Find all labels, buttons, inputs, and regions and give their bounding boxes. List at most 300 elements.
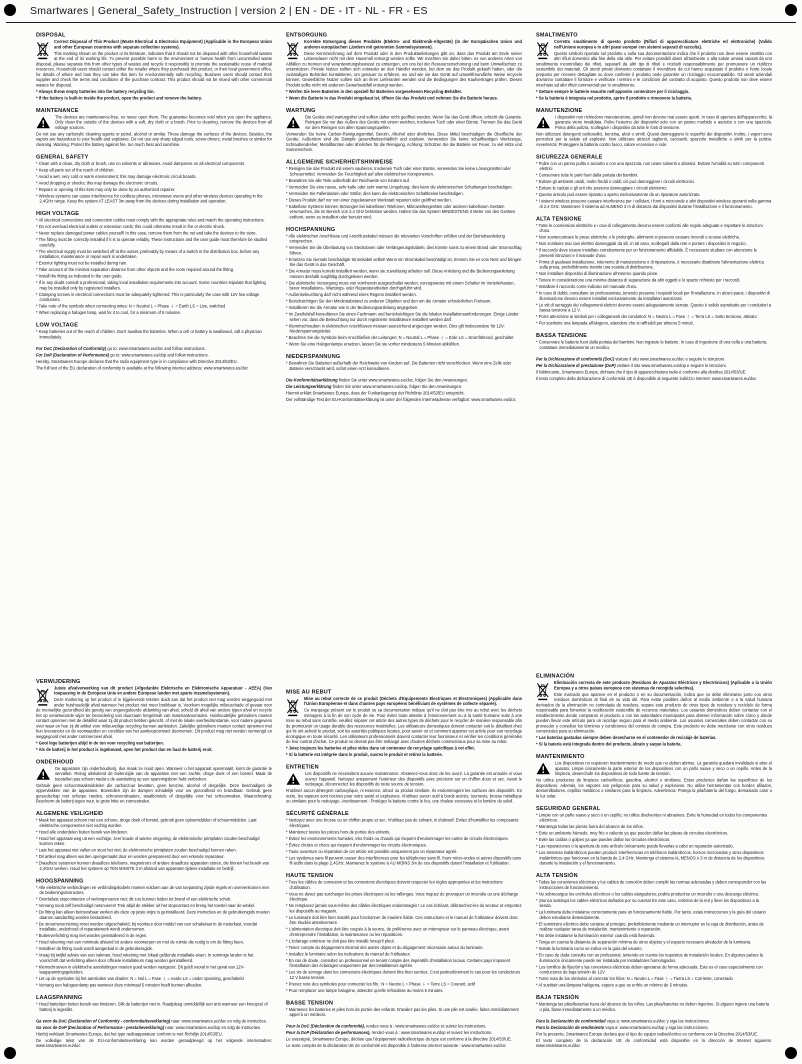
bullet-item: * Mantenga todas las piezas fuera del alcance de los niños. [536,824,644,829]
section-body [536,161,772,211]
paragraph: Hiermit erklärt Smartwares Europe, dass der Funkanlagentyp der Richtlinie 2014/53/EU entspricht. [286,390,465,396]
bullet-item: * En cas de doute, consultez un professionnel en tenant compte des impératifs d'installation locaux. Certains pays imposent l'installation des éclairages uniquement par des installateurs agréés. [286,958,511,968]
bullet-item: * Si la batería está integrada dentro del producto, ábralo y saque la batería. [536,742,682,747]
language-block-es [536,673,772,1055]
section-title: VERWIJDERING [36,678,81,685]
section-title: WARTUNG [286,107,316,114]
section-declarations [536,1019,772,1050]
bullet-item: * Avoid dropping or shocks; this may damage the electronic circuits. [36,180,159,186]
section-mise-au-rebut [286,689,522,759]
section-body [286,1024,522,1050]
paragraph: El texto completo de la declaración UE de conformidad está disponible en la dirección de Internet siguiente: www.smartwares.eu/doc [536,1038,772,1048]
section-body [36,330,272,342]
bullet-item: * Houd het apparaat weg uit een vochtige, zeer koude of warme omgeving; de elektronische printplaten zouden beschadigd kunnen raken. [36,836,260,846]
section-laagspanning [36,995,272,1014]
bullet-item: * Bewahren Sie Batterien außerhalb der Reichweite von Kindern auf. Die Batterien nicht verschlucken. Wenn eine Zelle oder Batterie verschluckt wird, sofort einen Arzt konsultieren. [286,361,512,371]
section-title: ALTA TENSIÓN [536,872,578,879]
section-maintenance [36,107,272,149]
paragraph: For DoP (Declaration of Performance) go to: www.smartwares.eu/dop and follow instructions. [36,352,209,358]
bullet-item: * Evitare gli ambienti umidi, molto freddi o caldi; ciò può danneggiare i circuiti elettronici. [536,179,695,184]
paragraph: Non utilizzare detergenti carbossilici, benzina, alcol o simili. Questi danneggiano le superfici dei dispositivi. Inoltre, i vapori sono pericolosi per la salute ed esplosivi. Non utilizzare attrezzi taglienti, cacciaviti, spazzole metalliche o simili per la pulizia. Avvertenza: Proteggere la batteria contro fuoco, calore eccessivo e sole. [536,131,772,147]
section-body [286,772,522,806]
bullet-item: * Exterior lighting must not be installed during rain. [36,261,128,266]
section-bassa-tensione [536,333,772,352]
bullet-item: * Always throw empty batteries into the battery recycling bin. [36,89,155,94]
bullet-item: * Maak het apparaat schoon met een schone, droge doek of borstel, gebruik geen oplosmiddelen of schuurmiddelen. Laat elektrische componenten niet vochtig worden. [36,818,257,828]
section-body [286,378,522,404]
paragraph: Les dispositifs ne nécessitent aucune maintenance. Abstenez-vous donc de les ouvrir. La garantie est annulée si vous ouvrez l'appareil. Nettoyez uniquement l'extérieur des dispositifs avec précision sur un chiffon doux et sec. Avant le nettoyage, déconnectez les dispositifs de toute source de tension. [305,771,522,787]
header-divider [6,22,796,23]
bullet-item: * Houd alle onderdelen buiten bereik van kinderen. [36,829,128,835]
section-title: ENTRETIEN [286,764,319,770]
section-body [536,340,772,352]
weee-bin-icon [286,41,300,61]
bullet-item: * Las reparaciones o la apertura de este artículo únicamente puede llevarlas a cabo un reparador autorizado. [536,844,734,849]
paragraph: Ga voor de DoC (Declaration of Conformity - conformiteitsverklaring) naar: www.smartwares.eu/doc en volg de instructies. [36,1018,267,1024]
paragraph: Die Konformitätserklärung finden Sie unter www.smartwares.eu/doc, folgen Sie den Anweisungen. [286,377,469,383]
section-body [536,1019,772,1050]
column-2 [286,32,522,1055]
bullet-item: * Évitez chutes et chocs qui risquent d'endommager les circuits électroniques. [286,842,427,848]
bullet-item: * Ersetzen Sie niemals beschädigte Stromkabel selbst! Wenn ein Stromkabel beschädigt ist, trennen Sie es vom Netz und bringen Sie das Gerät in das Geschäft. [286,257,522,267]
bullet-item: * Take note of the symbols when connecting wires: N = Neutral L = Phase ⏚ = Earth LS = Live, switched [36,304,226,309]
bullet-item: * Die elektrische Versorgung muss von vornherein ausgeschaltet werden, vorzugsweise mit einem Schalter im Verteilerkasten, bevor Installations-, Wartungs- oder Reparaturarbeiten durchgeführt wird. [286,280,515,291]
paragraph: Per la Dichiarazione di prestazione (DoP) visitare il sito www.smartwares.eu/dop e seguire le istruzioni. [536,363,727,368]
bullet-item: * Vous ne devez pas surcharger les prises électriques ou les rallonges. Vous risquez de provoquer un incendie ou une décharge électrique. [286,891,519,902]
paragraph: De apparaten zijn onderhoudsvrij, dus maak ze nooit open. Wanneer u het apparaat openmaakt, komt de garantie te vervallen. Reinig uitsluitend de buitenzijde van de apparaten met een zachte, droge doek of een borstel. Maak de toestellen pas schoon nadat u de aansluiting op een spanningsbron hebt verbroken. [55,766,272,782]
bullet-item: * Bewahren Sie alle Teile außerhalb der Reichweite von Kindern auf. [286,178,410,183]
bullet-item: * Keep all parts out of the reach of children. [36,167,115,173]
section-alta-tensione [536,216,772,328]
bullet-item: * Tenga en cuenta la distancia de separación mínima de otros objetos y el espacio necesario alrededor de la luminaria. [536,940,752,945]
section-body [36,818,272,873]
bullet-item: * Clamping screws in electrical connections must be adequately tightened. This is particularly the case with 12V low voltage conductors. [36,292,260,302]
paragraph: Questo simbolo riportato sul prodotto o sulla sua documentazione indica che il prodotto non deve essere smaltito con altri rifiuti domestici alla fine della vita utile. Per evitare possibili danni all'ambiente o alla salute umana causati da uno smaltimento incontrollato dei rifiuti, separarli da altri tipi di rifiuti e riciclarli responsabilmente per promuovere un riutilizzo sostenibile dei materiali. Gli utenti privati dovranno contattare il rivenditore da cui hanno acquistato il prodotto o l'ente locale preposto per ricevere dettagliate su dove conferire il prodotto onde garantire un riciclaggio ecocompatibile. Gli utenti aziendali dovranno contattare il fornitore e verificare i termini e le condizioni del contratto di acquisto. Questo prodotto non deve essere mischiato ad altri rifiuti commerciali per lo smaltimento. [536,51,772,88]
bullet-item: * Toute ouverture ou réparation de cet article est possible uniquement par un réparateur agréé. [286,849,458,854]
bullet-item: * Reinigen Sie das Produkt mit einem sauberen, trockenen Tuch oder einer Bürste, verwenden Sie keine Lösungsmittel oder Scheuermittel. Vermeiden Sie Feuchtigkeit auf allen elektrischen Komponenten. [286,166,511,177]
section-verwijdering [36,678,272,754]
page-header [30,5,428,17]
bullet-item: * Conservare tutte le parti fuori dalla portata dei bambini. [536,173,639,178]
lead-text: Ga voor de DoP (Declaration of Performance - prestatieverklaring) [36,1025,165,1030]
paragraph: Por la presente, Smartwares Europe declara que el tipo de equipo radioeléctrico es conforme con la Directiva 2014/53/UE. [536,1031,759,1037]
section-body [536,813,772,868]
lead-text: Ga voor de DoC (Declaration of Conformity - conformiteitsverklaring) [36,1018,171,1024]
section-title: ALTA TENSIONE [536,215,582,222]
bullet-item: * Jetez toujours les batteries et piles vides dans un conteneur de recyclage spécifique à cet effet. [286,746,475,751]
bullet-item: * Si la batterie est intégrée dans le produit, ouvrez le produit et retirez la batterie. [286,752,443,757]
section-title: SICUREZZA GENERALE [536,153,603,160]
bullet-item: * Gooi lege batterijen altijd in de ton voor recycling van batterijen. [36,740,164,746]
section-body [286,1007,522,1019]
paragraph: Deze markering op het product of in bijgeleverde teksten duidt aan dat het product niet mag worden weggegooid met ander huishoudelijk afval wanneer het product niet meer bruikbaar is. Voorkom mogelijke milieuschade of gevaar voor de menselijke gezondheid als gevolg van ongereguleerde afdanking van afval, scheid dit afval van andere typen afval en recycle het op verantwoorde wijze ter bevordering van duurzaam hergebruik van materiaalvoorraden. Huishoudelijke gebruikers moeten contact opnemen met de detaillist waar zij dit product hebben gekocht, of met de lokale overheidsinstantie, voor nadere gegevens over waar en hoe zij dit artikel voor milieuveilige recycling kunnen aanbieden. Zakelijke gebruikers moeten contact opnemen met hun leverancier en de voorwaarden en condities van het aankoopcontract doornemen. Dit product mag niet worden vermengd en weggegooid met ander commercieel afval. [36,697,272,739]
paragraph: Corretto smaltimento di questo prodotto (Rifiuti di apparecchiature elettriche ed elettroniche) (Valido nell'Unione europea e in altri paesi europei con sistemi separati di raccolta). [554,39,772,50]
bullet-item: * Los sistemas inalámbricos pueden producir interferencias en teléfonos inalámbricos, hornos microondas y otros dispositivos inalámbricos que funcionen en la banda de 2,4 GHz. Mantenga el sistema AL MENOS A 3 m de distancia de los dispositivos durante la instalación y el funcionamiento. [536,850,765,866]
paragraph: N'utilisez aucun détergent carboxylique, ni essence, alcool ou produit similaire. Ils endommagent les surfaces des dispositifs. En outre, les vapeurs sont nocives pour votre santé et explosives. N'utilisez aucun outil à bords acérés, tournevis, brosse métallique ou similaire pour le nettoyage. Avertissement : Protégez la batterie contre le feu, une chaleur excessive et la lumière du soleil. [286,788,522,804]
paragraph: Hereby, Smartwares Europe declares that the radio equipment type is in compliance with Directive 2014/53/EU. [36,359,238,364]
paragraph: Este marcado que aparece en el producto o en su documentación, indica que no debe eliminarse junto con otros residuos domésticos al final de su vida útil. Para evitar posibles daños al medio ambiente o a la salud humana derivados de la eliminación no controlada de residuos, separe este producto de otros tipos de residuos y recíclelo de forma responsable para fomentar la reutilización sostenible de recursos materiales. Los usuarios domésticos deben contactar con el establecimiento donde compraron el producto o con las autoridades municipales para obtener información sobre cómo y dónde pueden llevar este artículo para un reciclaje seguro para el medio ambiente. Los usuarios comerciales deben contactar con su proveedor y consultar los términos y condiciones del contrato de compra. Este producto no debe mezclarse con otros residuos comerciales para su eliminación. [536,692,772,734]
section-title: LAAGSPANNING [36,994,83,1001]
paragraph: Per la Dichiarazione di conformità (DoC) visitare il sito www.smartwares.eu/doc e seguire le istruzioni. [536,356,726,362]
section-title: BAJA TENSIÓN [536,994,579,1001]
paragraph: No utilice productos de limpieza carboxílicos, gasolina, alcohol o similares. Estos productos dañan las superficies de los dispositivos. Además, los vapores son peligrosos para su salud y explosivos. No utilice herramientas con bordes afilados, destornilladores, cepillos metálicos o similares para la limpieza. Advertencia: Proteja la pila/batería del fuego, demasiado calor o la luz solar. [536,778,772,799]
paragraph: Para la Declaración de conformidad vaya a: www.smartwares.eu/doc y siga las instrucciones. [536,1018,710,1024]
bullet-item: * If in any doubt consult a professional, taking local installation requirements into account. Some countries stipulate that lighting may be installed only by registered installers. [36,280,266,291]
bullet-item: * Le viti di serraggio dei collegamenti elettrici devono essere adeguatamente serrate. Questo è valido soprattutto per i conduttori a bassa tensione a 12 V. [536,302,772,313]
paragraph: This marking shown on the product or its literature, indicates that it should not be disposed with other household wastes at the end of its working life. To prevent possible harm to the environment or human health from uncontrolled waste disposal, please separate this from other types of wastes and recycle it responsibly to promote the sustainable reuse of material resources. Household users should contact either the retailer where they purchased this product, or their local government office, for details of where and how they can take this item for environmentally safe recycling. Business users should contact their supplier and check the terms and conditions of the purchase contract. This product should not be mixed with other commercial wastes for disposal. [36,51,272,88]
section-title: BASSE TENSION [286,999,334,1006]
section-title: NIEDERSPANNUNG [286,353,341,360]
section-title: HOOGSPANNING [36,877,84,884]
bullet-item: * Prima di qualsiasi installazione, intervento di manutenzione o di riparazione, è necessario disattivare l'alimentazione elettrica sulla presa, preferibilmente tramite una scatola di distribuzione. [536,259,764,270]
language-block-en [36,32,272,377]
language-block-fr [286,689,522,1055]
paragraph: Correct Disposal of This Product (Waste Electrical & Electronic Equipment) (Applicable in the European Union and other European countries with separate collection systems). [54,39,272,50]
bullet-item: * The fitting must be correctly installed if it is to operate reliably. These instructions and the user guide must therefore be studied carefully. [36,237,267,248]
section-body [286,234,522,349]
bullet-item: * Le luminaire doit être bien installé pour fonctionner de manière fiable. Ces instructions et le manuel de l'utilisateur doivent donc être étudiés attentivement. [286,915,519,925]
bullet-item: * Draadloze systemen kunnen draadloze telefoons, magnetrons of andere draadloze apparaten storen, die binnen het bereik van 2,4GHz werken. Houd het systeem op TEN MINSTE 3 m afstand van apparaten tijdens installatie en bedrijf. [36,861,270,871]
bullet-item: * Non sostituire mai cavi elettrici danneggiati da sili. In tal caso, scollegarli dalla rete e portare i dispositivi in negozio. [536,241,747,246]
bullet-item: * Wenn Sie eine Halogenlampe ersetzen, lassen Sie sie vorher mindestens 5 Minuten abkühlen. [286,342,461,347]
paragraph: Verwenden Sie keine Carbon-Reinigungsmittel, Benzin, Alkohol oder ähnliches. Diese Mittel beschädigen die Oberfläche der Geräte. Außerdem sind die Dämpfe gesundheitsschädlich und explosiv. Verwenden Sie keine scharfkantigen Werkzeuge, Schraubendreher, Metallbürsten oder ähnliches für die Reinigung. Achtung: Schützen Sie die Batterie vor Feuer, zu viel Hitze und Sonnenschein. [286,131,522,152]
language-block-de [286,32,522,409]
bullet-item: * Do not overload electrical outlets or extension cords; this could otherwise result in fire or electric shock. [36,224,226,229]
bullet-item: * Porre attenzione ai simboli per i collegamenti dei conduttori: N = Neutro L = Fase ⏚ = Terra LS = Sotto tensione, attivato [536,314,757,319]
paragraph: Diese Kennzeichnung auf dem Produkt oder in den Produktanleitungen gibt an, dass das Produkt am Ende seiner Lebensdauer nicht mit dem Hausmüll entsorgt werden sollte. Wir möchten Sie daher bitten, es von anderen Arten von Abfällen zu trennen und verantwortungsbewusst zu entsorgen, um uns bei der Ressourcenschonung und beim Umweltschutz zu unterstützen. Private Nutzer sollten sich entweder an den Händler wenden, bei dem sie das Produkt gekauft haben, oder die zuständigen Behörden kontaktieren, um genauer zu erfahren, wo und wie sie das Gerät auf umweltfreundliche Weise recyceln können. Gewerbliche Nutzer sollten sich an ihren Lieferanten wenden und die Bedingungen des Kaufvertrages prüfen. Dieses Produkt sollte nicht mit anderem Gewerbeabfall entsorgt werden. [286,51,522,88]
weee-bin-icon [536,41,550,61]
lead-text: Per la Dichiarazione di prestazione (DoP) [536,363,616,368]
bullet-item: * La luminaria debe instalarse correctamente para un funcionamiento fiable. Por tanto, estas instrucciones y la guía del usuario deben estudiarse detenidamente. [536,910,766,920]
paragraph: Il fabbricante, Smartwares Europe, dichiara che il tipo di apparecchiatura radio è conforme alla direttiva 2014/53/UE. [536,369,747,375]
section-title: ELIMINACIÓN [536,673,575,679]
section-body [36,115,272,149]
section-eliminaci-n [536,673,772,749]
bullet-item: * Keep batteries out of the reach of children. Don't swallow the batteries. When a cell or battery is swallowed, call a physician immediately. [36,329,262,340]
section-entsorgung [286,32,522,102]
bullet-item: * When replacing a halogen lamp, wait for it to cool, for a minimum of 5 minutes. [36,310,181,315]
section-sicurezza-generale [536,154,772,211]
bullet-item: * El suministro eléctrico debe cortarse al principio, preferiblemente mediante un interruptor en la caja de distribución, antes de realizar cualquier tarea de instalación, mantenimiento o reparación. [536,921,764,932]
bullet-item: * Maintenez les batteries et piles hors de portée des enfants. N'avalez pas les piles. Si une pile est avalée, faites immédiatement appel à un médecin. [286,1007,519,1017]
section-title: HIGH VOLTAGE [36,210,80,217]
section-basse-tension [286,1000,522,1019]
weee-bin-icon [36,41,50,61]
bullet-item: * Wireless systems can cause interference for cordless phones, microwave ovens and other wireless devices operating in the 2.4GHz range. Keep the system AT LEAST 3m away from the devices during installation and operation. [36,193,263,204]
section-onderhoud [36,759,272,806]
weee-bin-icon [286,697,300,717]
bullet-item: * Houd batterijen buiten bereik van kinderen. Slik de batterijen niet in. Raadpleeg onmiddellijk een arts wanneer een knoopcel of batterij is ingeslikt. [36,1002,268,1012]
section-body [536,761,772,800]
bullet-item: * Tenere in considerazione una minima distanza di separazione da altri oggetti e lo spazio richiesto per i raccordi. [536,278,741,283]
bullet-item: * Evitare le cadute e gli urti che possono danneggiare i circuiti elettronici. [536,186,668,191]
language-block-it [536,32,772,388]
bullet-item: * Vervang nooit zelf beschadigd netsnoeren! Trek altijd de stekker uit het stopcontact en breng het toestel naar de winkel. [36,903,256,908]
column-3 [536,32,772,1055]
bullet-item: * Non installare dispositivi di illuminazione all'esterno quando piove. [536,271,659,276]
lead-text: For DoP (Declaration of Performance) [36,352,110,358]
bullet-item: * Installieren Sie die Armatur wie in der Bedienungsanleitung angegeben. [286,305,419,310]
bullet-item: * Tome nota de los símbolos al conectar los hilos: N = Neutro L = Fase ⏚ = Tierra LS = Corriente, conectado [536,976,733,981]
weee-bin-icon [36,687,50,707]
bullet-item: * Se la batteria è integrata nel prodotto, aprire il prodotto e rimuovere la batteria. [536,95,693,101]
paragraph: Il testo completo della dichiarazione di conformità UE è disponibile al seguente indirizzo Internet: www.smartwares.eu/doc [536,376,757,381]
bullet-item: * Les vis de serrage dans les connexions électriques doivent être bien serrées. C'est particulièrement le cas pour les conducteurs 12 V basse tension. [286,970,521,980]
paragraph: Mise au rebut correcte de ce produit (Déchets d'Équipements Électriques et Électroniques) (Applicable dans l'Union Européenne et dans d'autres pays européens bénéficiant de systèmes de collecte séparée). [304,696,522,706]
bullet-item: * Tutte le connessioni elettriche e i cavi di collegamento devono essere conformi alle regole adeguate e rispettare le istruzioni d'uso. [536,223,763,233]
paragraph: Juiste afvalverwerking van dit product (Afgedankte Elektrische en Elektronische Apparatuur - AEEA) (Van toepassing in de Europese Unie en andere Europese landen met aparte inzamelsystemen). [54,685,272,696]
paragraph: Do not use any carboxylic cleaning agents or petrol, alcohol or similar. These damage the surfaces of the devices. Besides, the vapors are hazardous to your health and explosive. Do not use any sharp edged tools, screw drivers, metal brushes or similar for cleaning. Warning: Protect the battery against fire, too much heat and sunshine. [36,131,272,147]
section-title: MANTENIMIENTO [536,753,585,760]
bullet-item: * Las baterías gastadas siempre deben desecharse en el contenedor de reciclaje de baterías. [536,735,717,740]
paragraph: Ce marquage présent sur le produit ou sa documentation indique qu'il ne doit pas être mis au rebut avec les déchets ménagers à la fin de son cycle de vie. Pour éviter toute atteinte à l'environnement ou à la santé humaine suite à une mise au rebut sans contrôle, veuillez séparer cet article des autres types de déchets pour le recycler de manière responsable afin de promouvoir un usage durable des ressources matérielles. Les utilisateurs domestiques doivent contacter soit le détaillant chez qui ils ont acheté le produit, soit les autorités publiques locales, pour savoir où et comment apporter cet article pour son recyclage écologique en toute sécurité. Les utilisateurs professionnels doivent contacter leur fournisseur et vérifier les conditions générales de leur contrat d'achat. Ce produit ne devrait pas être mélangé avec d'autres déchets commerciaux pour sa mise au rebut. [286,708,522,744]
bullet-item: * Let op de symbolen bij het aansluiten van draden: N = Nul L = Fase ⏚ = Aarde LS = onder spanning, geschakeld [36,976,244,981]
section-general-safety [36,154,272,206]
section-title: SMALTIMENTO [536,32,578,38]
bullet-item: * Vermeiden Sie Fallenlassen oder Stöße; dies kann die elektronischen Schaltkreise beschädigen. [286,191,464,196]
bullet-item: * Evite un ambiente húmedo, muy frío o caliente ya que pueden dañar las placas de circuitos electrónicos. [536,831,729,836]
section-body [286,880,522,995]
weee-bin-icon [536,682,550,702]
warning-icon [286,116,301,129]
section-title: ALLGEMEINE SICHERHEITSHINWEISE [286,159,394,165]
bullet-item: * Houd rekening met een minimale afstand tot andere voorwerpen en met de ruimte die nodig is om de fitting heen. [36,940,244,945]
paragraph: Para la Declaración de rendimiento vaya a: www.smartwares.eu/dop y siga las instrucciones. [536,1025,709,1030]
bullet-item: * Tenez compte du dégagement minimal des autres objets et du dégagement nécessaire autour du luminaire. [286,945,484,950]
section-body [286,361,522,373]
bullet-item: * De stroomvoorziening moet worden uitgeschakeld, bij voorkeur door middel van een schakelaar in de meterkast, voordat installatie, onderhoud of reparatiewerk wordt ondernomen. [36,921,258,932]
section-title: BASSA TENSIONE [536,332,588,339]
section-niederspannung [286,354,522,373]
bullet-item: * I sistemi wireless possono causare interferenze per i cellulari, i forni a microonde e altri dispositivi wireless operanti nella gamma di 2,4 GHz. Mantenere il sistema ad ALMENO 3 m di distanza dai dispositivi durante l'installazione e il funzionamento. [536,199,772,209]
bullet-item: * Dit artikel mag alleen worden opengemaakt door en worden gerepareerd door een erkende reparateur. [36,854,225,859]
lead-text: Die Konformitätserklärung [286,377,338,383]
bullet-item: * De fitting kan alleen betrouwbaar werken als deze op juiste wijze is geinstalleerd. Deze instructies en de gebruikersgids moeten daarom aandachtig worden bestudeerd. [36,910,270,920]
bullet-item: * ¡Nunca sustituya los cables eléctricos dañados por su cuenta! En este caso, retírelos de la red y lleve los dispositivos a la tienda. [536,898,759,908]
bullet-item: * Non sovraccaricare le prese elettriche o le prolunghe, altrimenti si possono causare incendi o scosse elettriche. [536,235,741,240]
lead-text: For DoC (Declaration of Conformity) [36,346,107,351]
column-1 [36,32,272,1055]
warning-icon [36,116,51,129]
bullet-item: * Vermeiden Sie eine nasse, sehr kalte oder sehr warme Umgebung; dies kann die elektronischen Schaltungen beschädigen. [286,184,513,190]
section-body [36,161,272,205]
bullet-item: * Take account of the minimal separation distance from other objects and the room required around the fitting. [36,267,235,272]
bullet-item: * No debe instalarse la iluminación exterior cuando está lloviendo. [536,933,656,938]
bullet-item: * Vervang een halogeenlamp pas wanneer deze minimaal 5 minuten heeft kunnen afkoelen. [36,983,203,988]
section-body [286,167,522,222]
section-body [36,346,272,372]
section-title: ALGEMENE VEILIGHEID [36,810,104,817]
section-title: LOW VOLTAGE [36,322,79,328]
section-alta-tensi-n [536,873,772,990]
bullet-item: * Mantenga las pilas/baterías fuera del alcance de los niños. Las pilas/baterías no deben ingerirse. Si alguien ingiere una batería o pila, llame inmediatamente a un médico. [536,1002,770,1012]
bullet-item: * Limpie con un paño suave y seco o un cepillo; no utilice disolventes ni abrasivos. Evite la humedad en todos los componentes eléctricos. [536,812,768,823]
section-seguridad-general [536,805,772,867]
bullet-item: * Ne remplacez jamais vous-même des câbles électriques endommagés ! Le cas échéant, débranchez-les du secteur et emportez les dispositifs au magasin. [286,903,522,914]
section-title: MAINTENANCE [36,107,79,114]
paragraph: Hierbij verklaart Smartwares Europe, dat het type radioapparatuur conform is met Richtlijn 2014/53/EU. [36,1031,223,1037]
paragraph: Ga voor de DoP (Declaration of Performance - prestatieverklaring) naar: www.smartwares.eu/dop en volg de instructies. [36,1025,262,1030]
bullet-item: * Conservare le batterie fuori dalla portata dei bambini. Non ingoiare le batterie. In caso di ingestione di una cella o una batteria, contattare immediatamente un medico. [536,340,768,350]
section-title: ENTSORGUNG [286,32,328,38]
section-declarations [36,1019,272,1050]
bullet-item: * Les systèmes sans fil peuvent causer des interférences pour les téléphones sans fil, fours micro-ondes et autres dispositifs sans fil actifs dans la plage 2,4GHz. Maintenez le système à AU MOINS 3m de ces dispositifs durant l'installation et l'utilisation. [286,855,522,866]
paragraph: Korrekte Entsorgung dieses Produkts (Elektro- und Elektronik-Altgeräte) (In der Europäischen Union und anderen europäischen Ländern mit getrennten Sammelsystemen). [304,39,522,50]
bullet-item: * The electrical supply must be switched off at the outset, preferably by means of a switch in the distribution box, before any installation, maintenance or repair work is undertaken. [36,249,260,259]
paragraph: Der vollständige Text der EU-Konformitätserklärung ist unter der folgenden Internetadresse verfügbar: www.smartwares.eu/doc [286,397,516,402]
section-body [286,115,522,154]
paragraph: Pour la DoC (Déclaration de conformité), rendez-vous à : www.smartwares.eu/doc et suivez les instructions. [286,1024,487,1029]
section-low-voltage [36,322,272,341]
section-title: MISE AU REBUT [286,688,332,695]
bullet-item: * L'éclairage extérieur ne doit pas être installé lorsqu'il pleut. [286,938,395,944]
bullet-item: * Wenn die Batterie in das Produkt eingebaut ist, öffnen Sie das Produkt und nehmen Sie die Batterie heraus. [286,95,498,101]
bullet-item: * Avoid a wet, very cold or warm environment; this may damage electronic circuit boards. [36,174,197,179]
lead-text: Pour la DoP (Déclaration de performances), [286,1030,371,1035]
bullet-item: * Die Armatur muss korrekt installiert werden, wenn sie zuverlässig arbeiten soll. Diese Anleitung und die Bedienungsanleitung müssen deshalb sorgfältig durchgelesen werden. [286,269,515,279]
section-body [536,880,772,990]
bullet-item: * Vraag bij twijfel advies van een vakman, houd rekening met lokaal geldende installatie-eisen. In sommige landen is het voorschrift dat verlichting alleen door officiele installateurs mag worden geinstalleerd. [36,953,254,963]
section-hochspannung [286,226,522,348]
section-entretien [286,764,522,806]
bullet-item: * Prenez note des symboles pour connecter les fils : N = Neutre L = Phase ⏚ = Terre LS = Courant, actif [286,981,476,987]
bullet-item: * Klemschroeven in elektrische aansluitingen moeten goed worden vastgezet. Dit geldt vooral in het geval van 12V-laagspanningsgeleiders. [36,964,245,975]
bullet-item: * All electrical connections and connection cables must comply with the appropriate rules and match the operating instructions. [36,218,265,223]
bullet-item: * Nettoyez avec une brosse ou un chiffon propre et sec. N'utilisez pas de solvant, ni d'abrasif. Évitez d'humidifier les composants électriques. [286,818,519,828]
bullet-item: * En caso de duda consulte con un profesional, teniendo en cuenta los requisitos de instalación locales. En algunos países la iluminación únicamente puede ser instalada por instaladores homologados. [536,953,763,963]
bullet-item: * Never replace damaged power cables yourself! In this case, remove them from the net and take the devices to the store. [36,231,257,236]
section-body [36,766,272,805]
paragraph: Eliminación correcta de este producto (Residuos de Aparatos Eléctricos y Electrónicos) (Aplicable a la Unión Europea y a otros países europeos con sistemas de recogida selectiva). [554,680,772,691]
section-algemene-veiligheid [36,811,272,873]
section-body [536,40,772,103]
section-s-curit-g-n-rale [286,811,522,868]
bullet-item: * Maintenez toutes les pièces hors de portée des enfants. [286,829,391,835]
bullet-item: * No sobrecargue los enchufes eléctricos o los cables alargadores; podría producirse un incendio o una descarga eléctrica. [536,891,760,897]
section-manutenzione [536,107,772,149]
warning-icon [286,773,301,786]
warning-icon [536,116,551,129]
section-body [536,223,772,327]
section-haute-tension [286,873,522,995]
section-body [36,40,272,103]
paragraph: Gebruik geen schoonmaakmiddelen die carbonzuur bevatten, geen benzine, alcohol of dergelijke. Deze beschadigen de oppervlakken van de apparaten. Bovendien zijn de dampen schadelijk voor uw gezondheid en brandbaar. Gebruik geen gereedschap met scherpe randen, schroevendraaiers, staalborstels of dergelijke voor het schoonmaken. Waarschuwing: Bescherm de batterij tegen vuur, te grote hitte en zonnestralen. [36,783,272,804]
section-baja-tensi-n [536,995,772,1014]
section-allgemeine-sicherheitshinweise [286,159,522,221]
lead-text: Per la Dichiarazione di conformità (DoC) [536,356,615,362]
paragraph: Die Geräte sind wartungsfrei und sollten daher nicht geöffnet werden. Wenn Sie das Gerät öffnen, erlischt die Garantie. Reinigen Sie nur das Äußere des Geräts mit einem weichen, trockenen Tuch oder einer Bürste. Trennen Sie das Gerät vor dem Reinigen von allen Spannungsquellen. [305,114,522,130]
bullet-item: * Tous les câbles de connexion et les connexions électriques doivent respecter les règles appropriées et les instructions d'utilisation. [286,880,503,890]
section-title: SÉCURITÉ GÉNÉRALE [286,810,349,817]
bullet-item: * Clean with a clean, dry cloth or brush, use no solvents or abrasives. Avoid dampness on all electrical components. [36,161,246,166]
bullet-item: * Al sustituir una lámpara halógena, espere a que se enfríe un mínimo de 5 minutos. [536,983,689,988]
section-title: DISPOSAL [36,32,66,38]
bullet-item: * Dieses Produkt darf nur von einer zugelassenen Werkstatt repariert oder geöffnet werden. [286,197,452,203]
bullet-item: * Außenbeleuchtung darf nicht während eines Regens installiert werden. [286,292,417,297]
bullet-item: * In caso di dubbi, consultare un professionista, tenendo presente i requisiti locali per l'installazione. In alcuni paesi, i dispositivi di illuminazione devono essere installati esclusivamente da installatori autorizzati. [536,291,770,301]
registration-mark [785,1047,797,1059]
section-title: HOCHSPANNUNG [286,226,336,233]
section-body [286,818,522,868]
paragraph: Le texte complet de la déclaration UE de conformité est disponible à l'adresse internet suivante : www.smartwares.eu/doc [286,1043,506,1048]
registration-mark [785,4,797,16]
registration-mark [4,4,16,16]
section-body [536,115,772,149]
section-title: ONDERHOUD [36,758,74,765]
section-disposal [36,32,272,102]
paragraph: De volledige tekst van de EU-conformiteitsverklaring kan worden geraadpleegd op het volgende internetadres: www.smartwares.eu/doc [36,1038,272,1048]
bullet-item: * Il raccordo deve essere installato correttamente per un funzionamento affidabile. È necessario studiare con attenzione le presenti istruzioni e il manuale d'uso. [536,248,757,258]
bullet-item: * Repairs or opening of this item may only be done by an authorized repairer. [36,187,176,192]
section-declarations [286,378,522,404]
lead-text: Para la Declaración de conformidad [536,1018,606,1024]
bullet-item: * Im Zweifelsfall konsultieren Sie einen Fachmann und berücksichtigen Sie die lokalen Installationsanforderungen. Einige Länder sehen vor, dass die Beleuchtung nur durch registrierte Installateure installiert werden darf. [286,312,519,322]
bullet-item: * Berücksichtigen Sie den Mindestabstand zu anderen Objekten und den um die Armatur erforderlichen Freiraum. [286,299,492,304]
bullet-item: * Beachten Sie die Symbole beim Anschließen der Leitungen: N = Neutral L = Phase ⏚ = Erde LS = stromführend, geschaltet [286,335,514,340]
section-body [536,357,772,383]
section-body [536,1002,772,1014]
paragraph: Die Leistungserklärung finden Sie unter www.smartwares.eu/dop, folgen Sie den Anweisungen. [286,384,463,389]
paragraph: For DoC (Declaration of Conformity) go to: www.smartwares.eu/doc and follow instructions. [36,346,206,351]
bullet-item: * Installeer de fitting zoals wordt aangeduid in de gebruikersgids. [36,946,153,951]
warning-icon [536,762,551,775]
bullet-item: * If the battery is built-in inside the product, open the product and remove the battery. [36,95,202,101]
header-title: Smartwares | General_Safety_Instruction | version 2 | EN - DE - IT - NL - FR - ES [30,5,428,17]
bullet-item: * Évitez les environnements humides, très froids ou chauds qui risquent d'endommager les cartes de circuits électroniques. [286,836,509,841]
bullet-item: * Instale la luminaria como se indica en la guía del usuario. [536,946,643,951]
bullet-item: * Installare il raccordo come indicato nel manuale d'uso. [536,284,638,289]
registration-mark [4,1047,16,1059]
section-declarations [286,1024,522,1050]
paragraph: Le soussigné, Smartwares Europe, déclare que l'équipement radioélectrique du type est conforme à la directive 2014/53/UE. [286,1037,512,1042]
lead-text: Pour la DoC (Déclaration de conformité), [286,1024,365,1029]
section-body [536,681,772,749]
bullet-item: * Vermeiden Sie die Überlastung von Steckdosen oder Verlängerungskabeln; dies könnte sonst zu einem Brand oder Stromschlag führen. [286,245,522,256]
bullet-item: * Installez le luminaire selon les indications du manuel de l'utilisateur. [286,951,411,957]
section-declarations [36,346,272,372]
section-body [36,1019,272,1050]
bullet-item: * Pour remplacer une lampe halogène, attendez qu'elle refroidisse au moins 5 minutes. [286,988,444,993]
section-body [36,1002,272,1014]
section-title: GENERAL SAFETY [36,153,89,160]
section-title: SEGURIDAD GENERAL [536,805,601,812]
section-declarations [536,357,772,383]
section-body [36,218,272,317]
section-high-voltage [36,211,272,318]
lead-text: Para la Declaración de rendimiento [536,1025,605,1030]
bullet-item: * Laat het apparaat niet vallen en stoot het niet; de elektronische printplaten zouden beschadigd kunnen raken. [36,848,237,853]
section-body [286,40,522,103]
bullet-item: * Gettare sempre le batterie esaurite nell'apposito contenitore per il riciclaggio. [536,89,690,94]
paragraph: Los dispositivos no requieren mantenimiento de modo que no deben abrirse. La garantía quedará invalidada si abre el aparato. Limpie únicamente la parte exterior de los dispositivos con un paño suave y seco o un cepillo. Antes de la limpieza, desenchufe los dispositivos de toda fuente de tensión. [555,761,772,776]
warning-icon [36,767,51,780]
bullet-item: * Buitenverlichting mag niet worden geinstalleerd in de regen. [36,933,148,938]
bullet-item: * Per sostituire una lampada all'alogeno, attendere che si raffreddi per almeno 5 minuti. [536,321,694,326]
bullet-item: * Todas las conexiones eléctricas y los cables de conexión deben cumplir las normas adecuadas y deben corresponder con las instrucciones de funcionamiento. [536,880,767,890]
bullet-item: * Kabellose Systeme können Störungen bei kabellosen Telefonen, Mikrowellengeräten oder anderen kabellosen Geräten verursachen, die im Bereich von 2,4 GHz betrieben werden. Halten Sie das System MINDESTENS 3 Meter von den Geräten entfernt, wenn es installiert oder benutzt wird. [286,204,516,220]
bullet-item: * Klemmschrauben in elektrischen Anschlüssen müssen ausreichend angezogen werden. Dies gilt insbesondere für 12V-Niederspannungsleiter. [286,323,505,334]
paragraph: The full text of the EU declaration of conformity is available at the following internet address: www.smartwares.eu/doc [36,365,249,371]
section-mantenimiento [536,754,772,801]
paragraph: The devices are maintenance-free, so never open them. The guarantee becomes void when you open the appliance. Only clean the outside of the devices with a soft, dry cloth or a brush. Prior to cleaning, remove the devices from all voltage sources. [55,114,272,130]
section-wartung [286,107,522,154]
bullet-item: * Los tornillos de fijación y las conexiones eléctricas deben apretarse de forma adecuada. Este es el caso especialmente con conductores de baja tensión de 12V. [536,964,763,975]
section-title: HAUTE TENSION [286,872,334,879]
section-body [36,885,272,989]
bullet-item: * Evite las caídas o golpes ya que pueden dañar los circuitos electrónicos. [536,837,671,842]
content-columns [36,32,772,1055]
bullet-item: * Alle elektrischen Anschlüsse und Anschlusskabel müssen die relevanten Vorschriften erfüllen und der Betriebsanleitung entsprechen. [286,233,505,244]
